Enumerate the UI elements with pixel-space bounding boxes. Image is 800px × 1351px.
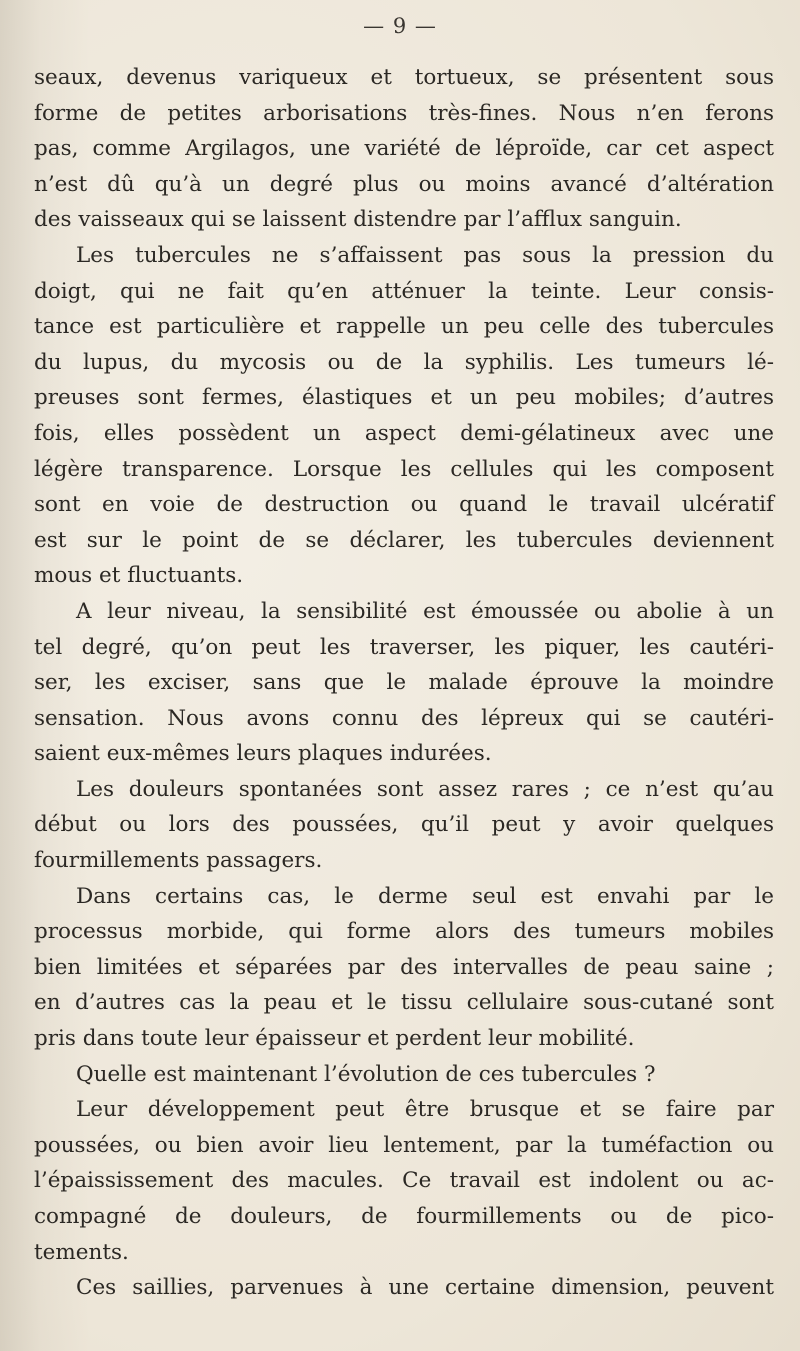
- text-line: tance est particulière et rappelle un peu celle des tubercules: [34, 314, 774, 340]
- text-line: seaux, devenus variqueux et tortueux, se présentent sous: [34, 65, 774, 90]
- text-line: preuses sont fermes, élastiques et un peu mobiles; d’autres: [34, 385, 774, 411]
- text-line: compagné de douleurs, de fourmillements ou de pico-: [34, 1204, 774, 1229]
- text-line: processus morbide, qui forme alors des tumeurs mobiles: [34, 919, 774, 945]
- text-line: n’est dû qu’à un degré plus ou moins avancé d’altération: [34, 171, 774, 197]
- text-line: doigt, qui ne fait qu’en atténuer la teinte. Leur consis-: [34, 278, 774, 304]
- page-number: — 9 —: [363, 14, 437, 38]
- text-line: pris dans toute leur épaisseur et perdent leur mobilité.: [34, 1026, 635, 1052]
- text-line: forme de petites arborisations très-fines. Nous n’en ferons: [34, 100, 774, 126]
- text-line: sensation. Nous avons connu des lépreux qui se cautéri-: [34, 705, 774, 731]
- text-line: fois, elles possèdent un aspect demi-gélatineux avec une: [34, 420, 774, 446]
- paragraph-start-line: A leur niveau, la sensibilité est émoussée ou abolie à un: [76, 598, 774, 624]
- text-line: l’épaississement des macules. Ce travail est indolent ou ac-: [34, 1168, 774, 1194]
- text-line: légère transparence. Lorsque les cellules qui les composent: [34, 456, 774, 482]
- text-line: est sur le point de se déclarer, les tubercules deviennent: [34, 527, 774, 553]
- text-line: poussées, ou bien avoir lieu lentement, par la tuméfaction ou: [34, 1132, 774, 1158]
- page-body-text: [34, 60, 774, 1306]
- text-line: pas, comme Argilagos, une variété de léproïde, car cet aspect: [34, 136, 774, 162]
- text-line: fourmillements passagers.: [34, 848, 323, 874]
- paragraph-start-line: Les tubercules ne s’affaissent pas sous la pression du: [76, 242, 774, 268]
- text-line: sont en voie de destruction ou quand le travail ulcératif: [34, 492, 774, 518]
- text-line: des vaisseaux qui se laissent distendre par l’afflux sanguin.: [34, 207, 682, 233]
- text-line: saient eux-mêmes leurs plaques indurées.: [34, 741, 492, 767]
- paragraph-start-line: Quelle est maintenant l’évolution de ces tubercules ?: [76, 1061, 656, 1087]
- text-line: ser, les exciser, sans que le malade éprouve la moindre: [34, 670, 774, 696]
- text-line: mous et fluctuants.: [34, 563, 244, 589]
- text-line: en d’autres cas la peau et le tissu cellulaire sous-cutané sont: [34, 990, 774, 1016]
- paragraph-start-line: Leur développement peut être brusque et se faire par: [76, 1097, 774, 1123]
- paragraph-start-line: Dans certains cas, le derme seul est envahi par le: [76, 883, 774, 909]
- text-line: tel degré, qu’on peut les traverser, les piquer, les cautéri-: [34, 634, 774, 660]
- text-line: tements.: [34, 1239, 129, 1265]
- text-line: bien limitées et séparées par des intervalles de peau saine ;: [34, 954, 774, 980]
- text-line: du lupus, du mycosis ou de la syphilis. Les tumeurs lé-: [34, 349, 774, 375]
- paragraph-start-line: Ces saillies, parvenues à une certaine dimension, peuvent: [76, 1275, 774, 1301]
- paragraph-start-line: Les douleurs spontanées sont assez rares ; ce n’est qu’au: [76, 776, 774, 802]
- text-line: début ou lors des poussées, qu’il peut y avoir quelques: [34, 812, 774, 838]
